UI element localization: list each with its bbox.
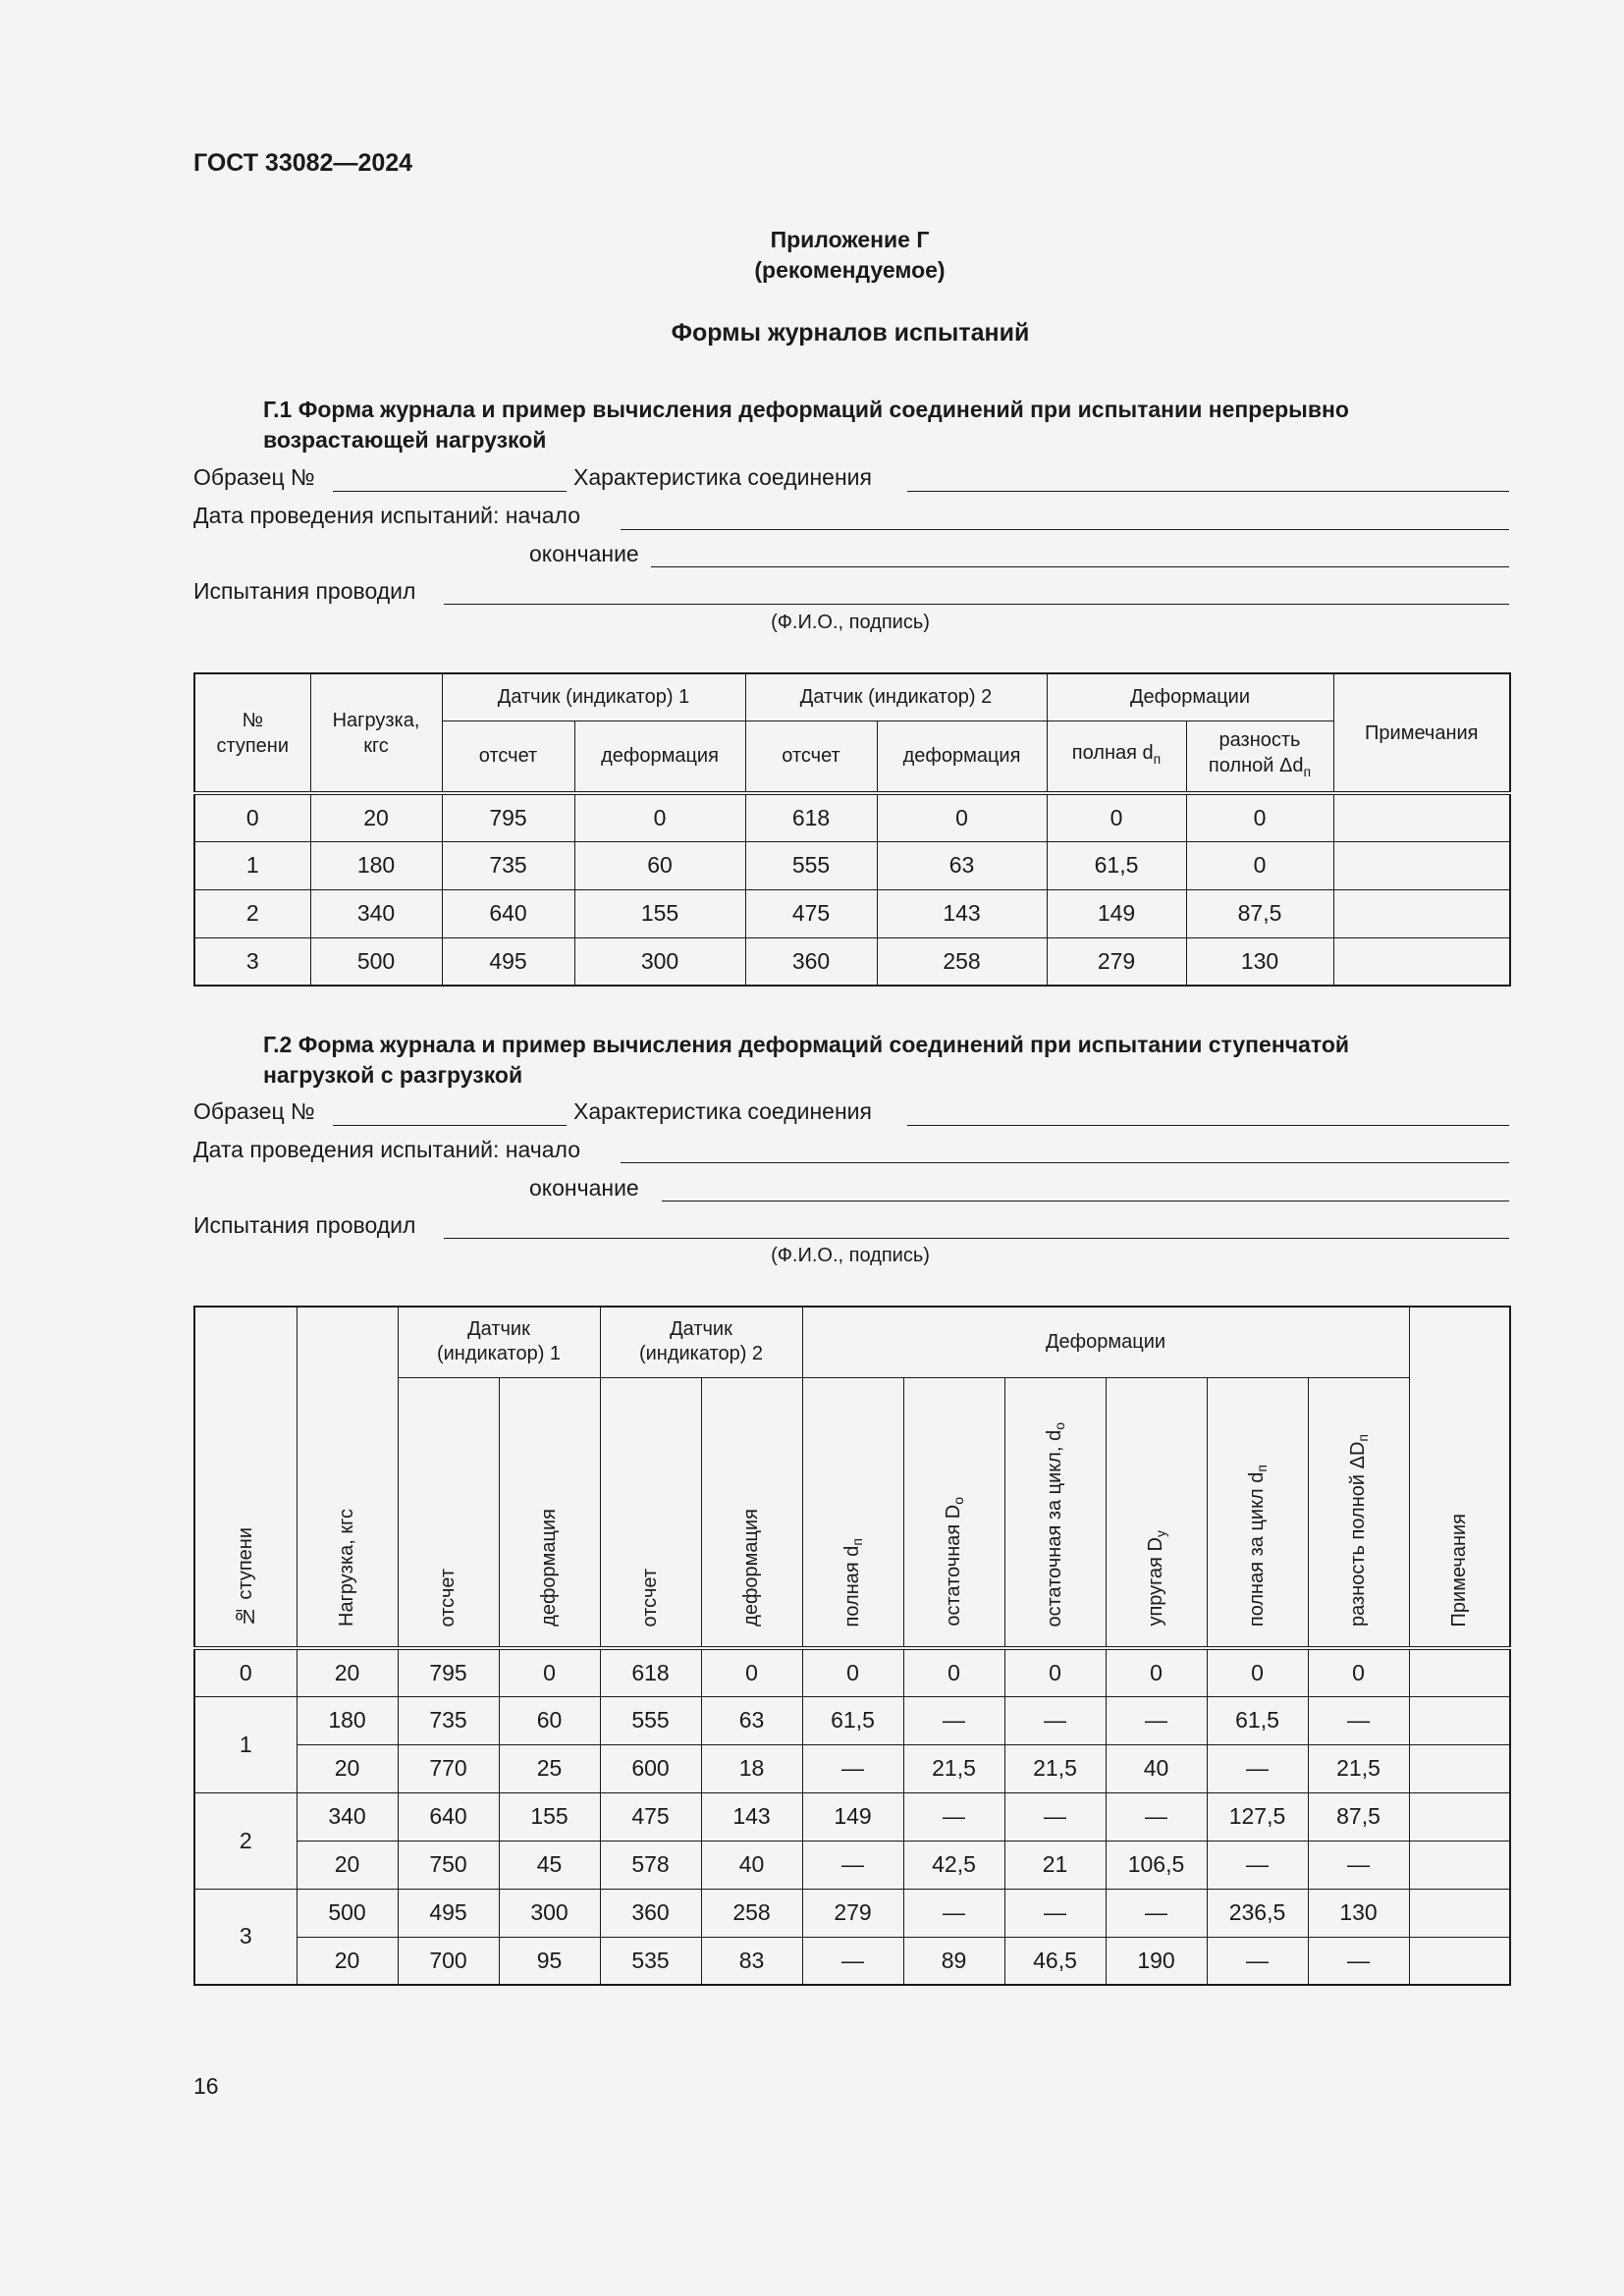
table-cell: 300	[499, 1889, 600, 1937]
table-cell: 300	[574, 937, 745, 986]
table-cell: 535	[600, 1937, 701, 1985]
table-cell: —	[1207, 1744, 1308, 1792]
page-number: 16	[193, 2073, 219, 2099]
table-cell: 360	[600, 1889, 701, 1937]
table-cell: 735	[398, 1696, 499, 1744]
page-title: Формы журналов испытаний	[671, 319, 1030, 347]
table-cell: —	[1004, 1889, 1106, 1937]
date-end-line	[651, 566, 1509, 567]
table-cell: —	[1308, 1696, 1409, 1744]
sample-label-2: Образец №	[193, 1098, 315, 1124]
table-continuous-load	[193, 672, 1511, 987]
table-cell: 45	[499, 1841, 600, 1889]
table-cell: 618	[600, 1648, 701, 1696]
appendix-title: Приложение Г	[770, 227, 930, 252]
table-cell: 0	[194, 793, 310, 841]
characteristic-line	[907, 491, 1509, 492]
table-cell: 500	[310, 937, 442, 986]
table-cell: —	[1207, 1937, 1308, 1985]
sub-deformation-1-2: деформация	[499, 1377, 600, 1648]
table-cell: 475	[745, 889, 877, 937]
table-cell: 555	[745, 841, 877, 889]
table-cell: 258	[877, 937, 1047, 986]
table-cell: 143	[877, 889, 1047, 937]
table-cell: 60	[499, 1696, 600, 1744]
col-load-header-2: Нагрузка, кгс	[297, 1307, 398, 1648]
table-cell: 236,5	[1207, 1889, 1308, 1937]
tester-line	[444, 604, 1509, 605]
table-cell: 63	[877, 841, 1047, 889]
sub-full-2: полная $d_п$	[802, 1377, 903, 1648]
table-cell: 20	[297, 1841, 398, 1889]
table-cell: 20	[297, 1744, 398, 1792]
sub-deformation-2: деформация	[877, 721, 1047, 793]
table-cell: 95	[499, 1937, 600, 1985]
table-row	[194, 1648, 1510, 1696]
col-load-header: Нагрузка, кгс	[310, 673, 442, 793]
date-start-line-2	[621, 1162, 1509, 1163]
table-row	[194, 1937, 1510, 1985]
date-start-line	[621, 529, 1509, 530]
table-cell: 3	[194, 937, 310, 986]
section2-heading-line1: Г.2 Форма журнала и пример вычисления деформаций соединений при испытании ступенчатой	[263, 1032, 1350, 1057]
table-cell: 130	[1308, 1889, 1409, 1937]
table-cell: 40	[701, 1841, 802, 1889]
table-cell: 63	[701, 1696, 802, 1744]
sample-number-line	[333, 491, 567, 492]
table-cell: 42,5	[903, 1841, 1004, 1889]
table-cell: —	[1106, 1889, 1207, 1937]
table-cell: 40	[1106, 1744, 1207, 1792]
table-cell: 735	[442, 841, 574, 889]
table-cell: 640	[442, 889, 574, 937]
table-cell: 0	[1186, 793, 1333, 841]
table-cell: —	[1308, 1841, 1409, 1889]
table-cell: 1	[194, 841, 310, 889]
table-cell: 600	[600, 1744, 701, 1792]
table-cell: 0	[574, 793, 745, 841]
table-cell: 21	[1004, 1841, 1106, 1889]
table-cell	[1409, 1937, 1510, 1985]
table-cell: 155	[499, 1792, 600, 1841]
col-notes-header: Примечания	[1333, 673, 1510, 793]
table-cell: 61,5	[1047, 841, 1186, 889]
table-row	[194, 1696, 1510, 1744]
table-row	[194, 1889, 1510, 1937]
table-cell	[1409, 1744, 1510, 1792]
table-stepped-load-body	[194, 1648, 1510, 1985]
table-cell: —	[903, 1792, 1004, 1841]
section2-heading-line2: нагрузкой с разгрузкой	[263, 1062, 523, 1088]
sub-residual-2: остаточная $D_о$	[903, 1377, 1004, 1648]
step-cell: 3	[194, 1889, 297, 1985]
table-cell: 258	[701, 1889, 802, 1937]
table-cell: 0	[1047, 793, 1186, 841]
table-cell: —	[802, 1841, 903, 1889]
table-cell: 750	[398, 1841, 499, 1889]
sub-residual-cycle-2: остаточная за цикл, $d_о$	[1004, 1377, 1106, 1648]
table-cell: —	[1207, 1841, 1308, 1889]
table-continuous-load-body	[194, 793, 1510, 986]
table-cell: 0	[1004, 1648, 1106, 1696]
col-sensor2-header-2: Датчик (индикатор) 2	[600, 1307, 802, 1377]
table-cell	[1409, 1792, 1510, 1841]
tester-label-2: Испытания проводил	[193, 1212, 416, 1238]
table-cell: 60	[574, 841, 745, 889]
sub-diff-2: разность полной $\Delta D_п$	[1308, 1377, 1409, 1648]
table-cell: 795	[442, 793, 574, 841]
sub-deformation-1: деформация	[574, 721, 745, 793]
date-end-label: окончание	[529, 541, 639, 566]
table-cell	[1333, 793, 1510, 841]
table-cell: 475	[600, 1792, 701, 1841]
sample-number-line-2	[333, 1125, 567, 1126]
table-cell: 20	[310, 793, 442, 841]
table-cell	[1409, 1889, 1510, 1937]
characteristic-label: Характеристика соединения	[573, 464, 872, 490]
table-cell: 130	[1186, 937, 1333, 986]
document-code: ГОСТ 33082—2024	[193, 149, 413, 177]
table-row	[194, 1792, 1510, 1841]
step-cell: 0	[194, 1648, 297, 1696]
appendix-subtitle: (рекомендуемое)	[754, 257, 946, 283]
characteristic-line-2	[907, 1125, 1509, 1126]
table-cell: 61,5	[802, 1696, 903, 1744]
table-cell	[1409, 1841, 1510, 1889]
sub-full-cycle-2: полная за цикл $d_п$	[1207, 1377, 1308, 1648]
signature-note: (Ф.И.О., подпись)	[771, 612, 930, 633]
section1-heading-line1: Г.1 Форма журнала и пример вычисления деформаций соединений при испытании непрерывно	[263, 397, 1349, 422]
date-start-label: Дата проведения испытаний: начало	[193, 503, 581, 528]
table-cell: 0	[1308, 1648, 1409, 1696]
table-cell: 770	[398, 1744, 499, 1792]
table-cell: —	[802, 1744, 903, 1792]
table-cell: —	[1004, 1696, 1106, 1744]
table-cell: 21,5	[1004, 1744, 1106, 1792]
date-end-label-2: окончание	[529, 1175, 639, 1201]
table-cell: 618	[745, 793, 877, 841]
table-cell: 279	[1047, 937, 1186, 986]
table-row	[194, 937, 1510, 986]
sub-reading-2-2: отсчет	[600, 1377, 701, 1648]
table-cell: 500	[297, 1889, 398, 1937]
table-cell	[1333, 937, 1510, 986]
table-cell: 360	[745, 937, 877, 986]
table-cell: 340	[297, 1792, 398, 1841]
table-row	[194, 793, 1510, 841]
table-cell: 106,5	[1106, 1841, 1207, 1889]
table-cell: 0	[877, 793, 1047, 841]
table-row	[194, 1841, 1510, 1889]
table-cell: 0	[499, 1648, 600, 1696]
table-cell: 640	[398, 1792, 499, 1841]
sample-label: Образец №	[193, 464, 315, 490]
sub-elastic-2: упругая $D_у$	[1106, 1377, 1207, 1648]
table-cell: —	[1106, 1696, 1207, 1744]
col-notes-header-2: Примечания	[1409, 1307, 1510, 1648]
table-cell: 0	[1106, 1648, 1207, 1696]
table-cell: —	[1004, 1792, 1106, 1841]
table-cell: 149	[1047, 889, 1186, 937]
col-sensor1-header-2: Датчик (индикатор) 1	[398, 1307, 600, 1377]
table-cell: 20	[297, 1648, 398, 1696]
table-cell: 700	[398, 1937, 499, 1985]
table-cell: 495	[442, 937, 574, 986]
table-cell: 0	[1207, 1648, 1308, 1696]
table-cell: 578	[600, 1841, 701, 1889]
table-cell: 0	[1186, 841, 1333, 889]
table-cell: 61,5	[1207, 1696, 1308, 1744]
table-cell: 555	[600, 1696, 701, 1744]
table-row	[194, 841, 1510, 889]
step-cell: 1	[194, 1696, 297, 1792]
step-cell: 2	[194, 1792, 297, 1889]
characteristic-label-2: Характеристика соединения	[573, 1098, 872, 1124]
table-cell: 795	[398, 1648, 499, 1696]
table-cell: 279	[802, 1889, 903, 1937]
col-sensor2-header: Датчик (индикатор) 2	[745, 673, 1047, 721]
table-cell: 127,5	[1207, 1792, 1308, 1841]
table-cell: 0	[701, 1648, 802, 1696]
table-cell: 190	[1106, 1937, 1207, 1985]
table-row	[194, 889, 1510, 937]
table-cell: 46,5	[1004, 1937, 1106, 1985]
table-cell: 89	[903, 1937, 1004, 1985]
table-cell: 87,5	[1186, 889, 1333, 937]
tester-line-2	[444, 1238, 1509, 1239]
date-start-label-2: Дата проведения испытаний: начало	[193, 1137, 581, 1162]
sub-diff-deformation: разность полной $\Delta d_п$	[1186, 721, 1333, 793]
sub-full-deformation: полная $d_п$	[1047, 721, 1186, 793]
col-deform-header-2: Деформации	[802, 1307, 1409, 1377]
table-cell: 0	[903, 1648, 1004, 1696]
table-cell: 21,5	[903, 1744, 1004, 1792]
table-cell: 83	[701, 1937, 802, 1985]
section1-heading-line2: возрастающей нагрузкой	[263, 427, 547, 453]
sub-deformation-2-2: деформация	[701, 1377, 802, 1648]
table-cell: 87,5	[1308, 1792, 1409, 1841]
table-cell: 21,5	[1308, 1744, 1409, 1792]
table-cell: 180	[310, 841, 442, 889]
table-cell: —	[903, 1696, 1004, 1744]
table-cell	[1409, 1648, 1510, 1696]
sub-reading-1: отсчет	[442, 721, 574, 793]
table-cell: 149	[802, 1792, 903, 1841]
table-cell: 143	[701, 1792, 802, 1841]
col-sensor1-header: Датчик (индикатор) 1	[442, 673, 745, 721]
table-cell: —	[1106, 1792, 1207, 1841]
signature-note-2: (Ф.И.О., подпись)	[771, 1245, 930, 1266]
sub-reading-1-2: отсчет	[398, 1377, 499, 1648]
table-cell: 18	[701, 1744, 802, 1792]
table-cell: 340	[310, 889, 442, 937]
table-stepped-load	[193, 1306, 1511, 1986]
table-cell: 25	[499, 1744, 600, 1792]
table-cell	[1333, 889, 1510, 937]
table-cell: 155	[574, 889, 745, 937]
table-cell: 180	[297, 1696, 398, 1744]
table-cell: 495	[398, 1889, 499, 1937]
col-step-header: № ступени	[194, 673, 310, 793]
tester-label: Испытания проводил	[193, 578, 416, 604]
table-cell: —	[903, 1889, 1004, 1937]
sub-reading-2: отсчет	[745, 721, 877, 793]
table-cell: —	[1308, 1937, 1409, 1985]
table-cell: 2	[194, 889, 310, 937]
table-cell: 20	[297, 1937, 398, 1985]
table-cell: —	[802, 1937, 903, 1985]
table-cell: 0	[802, 1648, 903, 1696]
table-cell	[1409, 1696, 1510, 1744]
col-deform-header: Деформации	[1047, 673, 1333, 721]
table-cell	[1333, 841, 1510, 889]
table-row	[194, 1744, 1510, 1792]
col-step-header-2: № ступени	[194, 1307, 297, 1648]
